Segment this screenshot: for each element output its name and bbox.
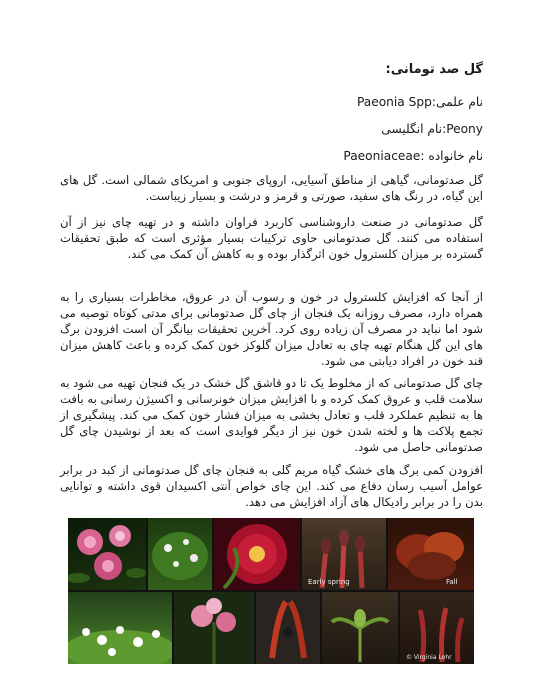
photo-emerging-shoots [322,592,398,664]
photo-green-shrub [148,518,212,590]
paragraph-4: چای گل صدتومانی که از مخلوط یک تا دو قاشق گل خشک در یک فنجان تهیه می شود به سلامت قلب و عروق کمک کرده و با افزایش میزان خونرسانی و اکسیژن رسانی به بافت ها به تنظیم عملکرد قلب و تعادل بخشی به میزان فشار خون کمک می کند. پیشگیری از تجمع پلاکت ها و لخته شدن خون نیز از دیگر فوایدی است که بعد از نوشیدن چای گل صدتومانی حاصل می شود. [60,376,483,454]
caption-fall: Fall [446,578,458,586]
family-name: نام خانواده :Paeoniaceae [343,149,483,163]
photo-pink-flowers [68,518,146,590]
caption-early-spring: Early spring [308,578,350,586]
page-title: گل صد تومانی: [385,62,483,77]
english-name: Peony:نام انگلیسی [381,122,483,136]
photo-seed-pod [256,592,320,664]
photo-tree-peony [174,592,254,664]
photo-fall-foliage [388,518,474,590]
photo-red-shoots [400,592,474,664]
paragraph-1: گل صدتومانی، گیاهی از مناطق آسیایی، اروپای جنوبی و امریکای شمالی است. گل های این گیاه، در رنگ های سفید، صورتی و قرمز و درشت و بسیار زیباست. [60,173,483,203]
scientific-name: نام علمی:Paeonia Spp [356,95,483,109]
peony-photo-collage [68,518,474,664]
paragraph-5: افزودن کمی برگ های خشک گیاه مریم گلی به فنجان چای گل صدتومانی از کبد در برابر عوامل آسیب رسان دفاع می کند. این چای خواص آنتی اکسیدان قوی داشته و توانایی بدن را در برابر رادیکال های آزاد افزایش می دهد. [60,463,483,509]
photo-red-peony [214,518,300,590]
paragraph-3: از آنجا که افزایش کلسترول در خون و رسوب آن در عروق، مخاطرات بسیاری را به همراه دارد، مصرف روزانه یک فنجان از چای گل صدتومانی برای مدتی کوتاه توصیه می شود اما نباید در مصرف آن زیاده روی کرد. آخرین تحقیقات بیانگر آن است افزودن برگ های این گل هنگام تهیه چای به تعادل میزان گلوکز خون کمک کرده و باعث کاهش میزان قند خون در افراد دیابتی می شود. [60,290,483,368]
photo-white-garden [68,592,172,664]
photo-credit: © Virginia Lohr [406,654,452,661]
paragraph-2: گل صدتومانی در صنعت داروشناسی کاربرد فراوان داشته و در تهیه چای نیز از آن استفاده می کنند. گل صدتومانی حاوی ترکیبات بسیار مؤثری است که طبق تحقیقات گسترده بر میزان کلسترول خون اثرگذار بوده و به کاهش آن کمک می کند. [60,215,483,261]
photo-early-spring [302,518,386,590]
